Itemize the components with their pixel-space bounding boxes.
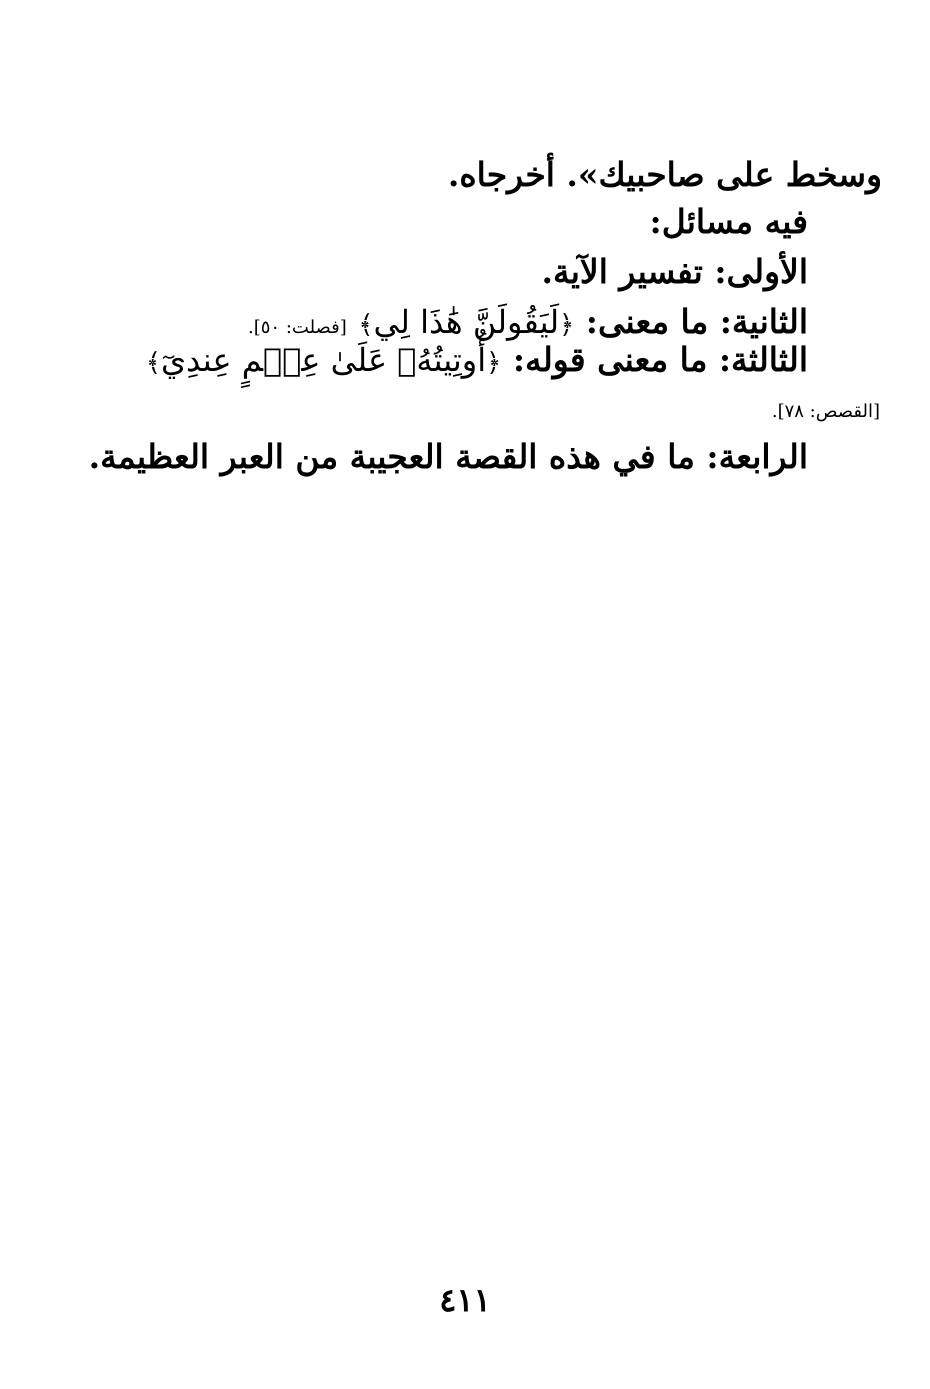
issues-heading: فيه مسائل: — [649, 202, 808, 241]
quran-bracket-close: ﴾ — [358, 310, 374, 340]
quran-bracket-open: ﴿ — [559, 310, 575, 340]
issue-first: الأولى: تفسير الآية. — [541, 252, 808, 291]
verse-reference-fussilat: [فصلت: ٥٠]. — [248, 317, 347, 338]
quran-verse-qasas: أُوتِيتُهُۥ عَلَىٰ عِلۡمٍ عِندِيٓ — [160, 341, 487, 379]
issue-second-text: الثانية: ما معنى: — [585, 302, 808, 341]
verse-reference-qasas: [القصص: ٧٨]. — [771, 401, 880, 422]
quran-verse-fussilat: لَيَقُولَنَّ هَٰذَا لِي — [373, 303, 560, 341]
quran-bracket-open: ﴿ — [486, 348, 502, 378]
issue-fourth: الرابعة: ما في هذه القصة العجيبة من العبر العظيمة. — [88, 437, 808, 476]
page-number: ٤١١ — [439, 1281, 491, 1319]
text-line-continuation: وسخط على صاحبيك». أخرجاه. — [447, 155, 882, 194]
quran-bracket-close: ﴾ — [145, 348, 161, 378]
issue-third — [146, 340, 808, 383]
issue-third-text: الثالثة: ما معنى قوله: — [512, 340, 808, 379]
